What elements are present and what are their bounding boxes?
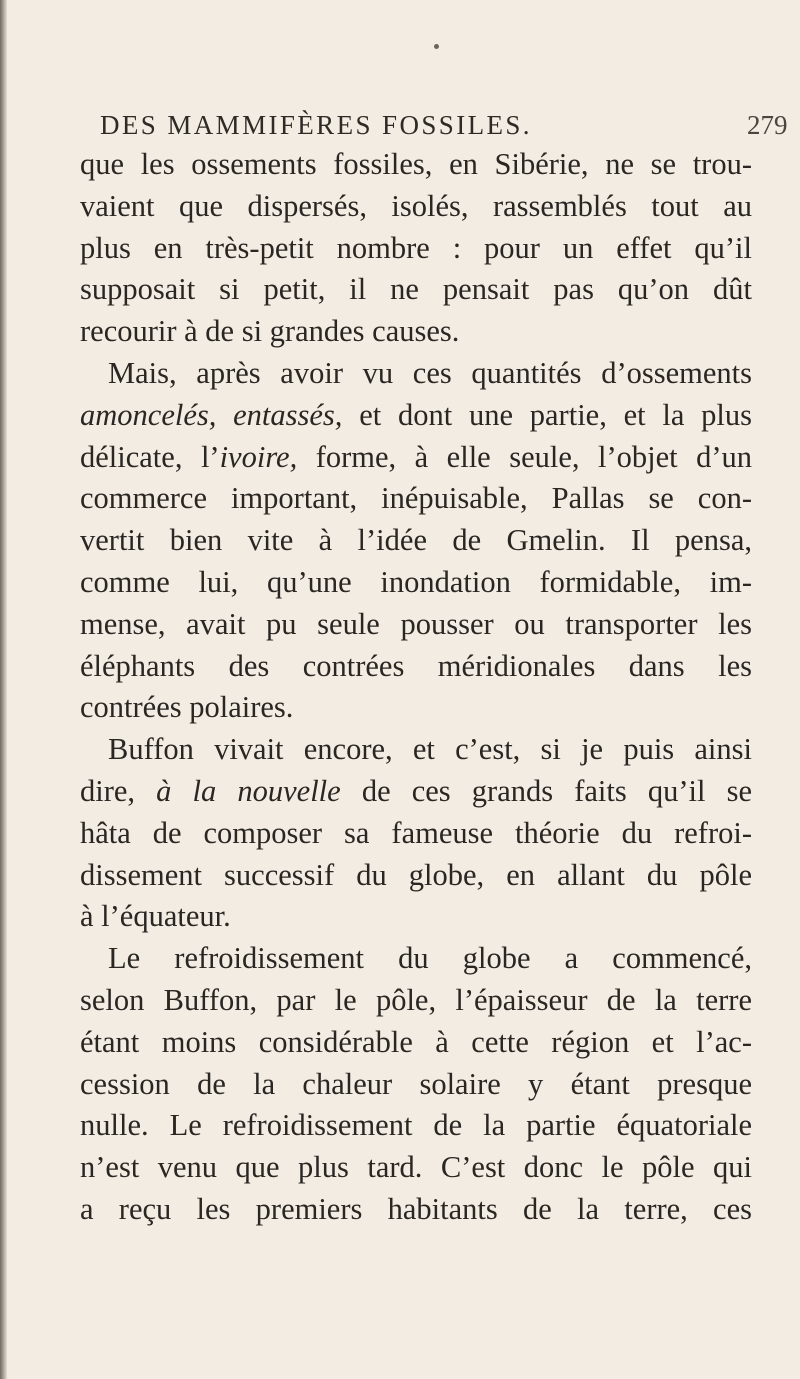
running-head bbox=[0, 104, 800, 144]
text-line: dire, à la nouvelle de ces grands faits qu’il se bbox=[80, 773, 752, 808]
text-line: cession de la chaleur solaire y étant presque bbox=[80, 1066, 752, 1101]
text-line: vertit bien vite à l’idée de Gmelin. Il pensa, bbox=[80, 523, 752, 558]
text-line: commerce important, inépuisable, Pallas se con- bbox=[80, 481, 752, 516]
italic-phrase: amoncelés, entassés, bbox=[80, 397, 343, 432]
text-line: dissement successif du globe, en allant du pôle bbox=[80, 857, 752, 892]
body-text bbox=[80, 144, 752, 1231]
text-line: éléphants des contrées méridionales dans les bbox=[80, 648, 752, 683]
text-line: comme lui, qu’une inondation formidable, im- bbox=[80, 564, 752, 599]
text-line: amoncelés, entassés, et dont une partie, et la plus bbox=[80, 397, 753, 432]
text-line-paragraph-start: Le refroidissement du globe a commencé, bbox=[108, 941, 752, 976]
text-line: supposait si petit, il ne pensait pas qu’on dût bbox=[80, 272, 752, 307]
text-line-paragraph-start: Mais, après avoir vu ces quantités d’ossements bbox=[108, 355, 752, 390]
running-head-title: DES MAMMIFÈRES FOSSILES. bbox=[100, 110, 532, 140]
page-binding-edge bbox=[0, 0, 7, 1379]
text-line: vaient que dispersés, isolés, rassemblés tout au bbox=[80, 188, 752, 223]
text-line: contrées polaires. bbox=[80, 690, 294, 725]
italic-phrase: à la nouvelle bbox=[156, 773, 341, 808]
text-line: nulle. Le refroidissement de la partie équatoriale bbox=[80, 1108, 752, 1143]
italic-phrase: ivoire, bbox=[219, 439, 298, 474]
text-line: délicate, l’ivoire, forme, à elle seule, l’objet d’un bbox=[80, 439, 753, 474]
text-line: étant moins considérable à cette région et l’ac- bbox=[80, 1024, 752, 1059]
text-line: à l’équateur. bbox=[80, 899, 231, 934]
text-line: plus en très-petit nombre : pour un effet qu’il bbox=[80, 230, 752, 265]
text-line: n’est venu que plus tard. C’est donc le pôle qui bbox=[80, 1150, 752, 1185]
text-line: que les ossements fossiles, en Sibérie, ne se trou- bbox=[80, 147, 752, 181]
text-line: mense, avait pu seule pousser ou transporter les bbox=[80, 606, 752, 641]
text-line-paragraph-start: Buffon vivait encore, et c’est, si je puis ainsi bbox=[108, 732, 752, 767]
text-line: a reçu les premiers habitants de la terre, ces bbox=[80, 1191, 752, 1226]
page-number: 279 bbox=[747, 110, 788, 140]
text-line: recourir à de si grandes causes. bbox=[80, 314, 460, 349]
text-line: selon Buffon, par le pôle, l’épaisseur de la terre bbox=[80, 982, 752, 1017]
paper-speck bbox=[434, 44, 439, 49]
text-line: hâta de composer sa fameuse théorie du refroi- bbox=[80, 815, 752, 850]
